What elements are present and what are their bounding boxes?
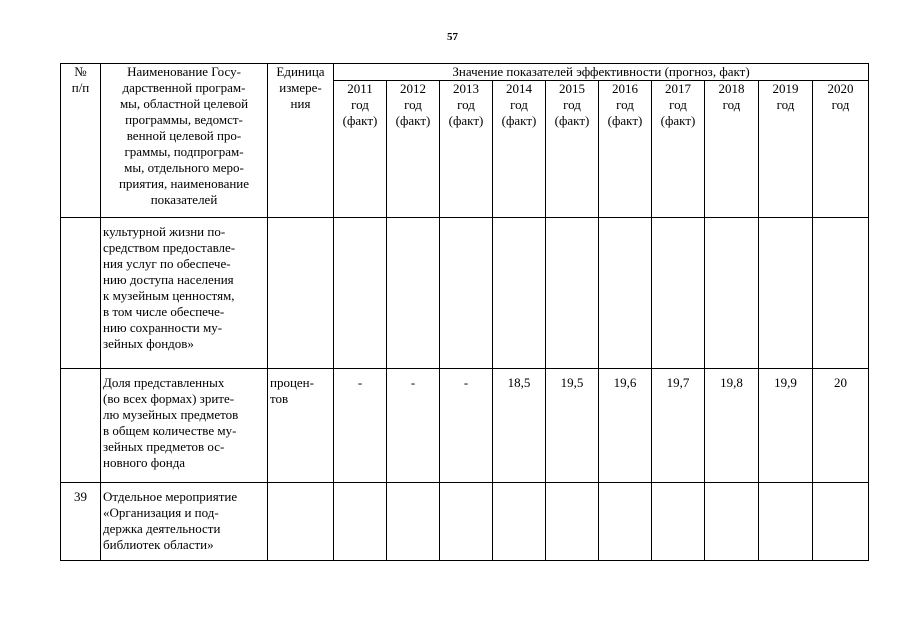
row-value: 19,7 [652,369,705,483]
header-year-2012 [387,81,440,218]
year-note: (факт) [501,113,537,128]
year-note: (факт) [554,113,590,128]
year-label: 2013 [453,81,479,96]
row-value [440,483,493,561]
header-name: Наименование Госу- дарственной програм- мы, областной целевой программы, ведомст- венной целевой про- граммы, подпрограм- мы, отдельного меро- приятия, наименование показателей [101,64,268,218]
year-note: (факт) [448,113,484,128]
row-value [493,218,546,369]
table-row [61,369,869,483]
header-year-2018 [705,81,759,218]
row-name: Отдельное мероприятие «Организация и под- держка деятельности библиотек области» [101,483,268,561]
year-note: (факт) [342,113,378,128]
year-label: 2012 [400,81,426,96]
year-note: (факт) [660,113,696,128]
row-value [334,218,387,369]
row-value [546,483,599,561]
row-unit: процен- тов [268,369,334,483]
row-value [387,218,440,369]
table-row [61,483,869,561]
row-value [334,483,387,561]
header-year-2011 [334,81,387,218]
year-note: (факт) [395,113,431,128]
year-word: год [831,97,850,112]
year-word: год [510,97,528,112]
indicators-table [60,63,869,561]
year-label: 2019 [772,81,799,96]
row-value: 19,6 [599,369,652,483]
row-value [813,218,869,369]
row-number [61,369,101,483]
row-value [705,483,759,561]
header-year-2017 [652,81,705,218]
year-word: год [669,97,687,112]
year-note: (факт) [607,113,643,128]
year-word: год [351,97,369,112]
header-year-2015 [546,81,599,218]
row-value: 19,9 [759,369,813,483]
row-unit [268,483,334,561]
table-row [61,218,869,369]
row-value [813,483,869,561]
row-value: - [387,369,440,483]
year-label: 2018 [718,81,745,96]
row-value [652,218,705,369]
row-value [440,218,493,369]
year-label: 2015 [559,81,585,96]
header-year-2016 [599,81,652,218]
row-value: 18,5 [493,369,546,483]
header-values-group: Значение показателей эффективности (прогноз, факт) [334,64,869,81]
header-year-2020 [813,81,869,218]
year-word: год [616,97,634,112]
row-value: - [440,369,493,483]
row-value [599,483,652,561]
year-label: 2011 [347,81,373,96]
row-number [61,218,101,369]
row-value: 19,8 [705,369,759,483]
header-unit: Единица измере- ния [268,64,334,218]
year-label: 2017 [665,81,691,96]
row-value [493,483,546,561]
row-value [599,218,652,369]
year-word: год [457,97,475,112]
header-number: № п/п [61,64,101,218]
row-value [705,218,759,369]
row-value [387,483,440,561]
header-year-2013 [440,81,493,218]
year-word: год [776,97,795,112]
header-year-2014 [493,81,546,218]
row-value [546,218,599,369]
year-word: год [722,97,741,112]
row-value [652,483,705,561]
year-label: 2020 [827,81,854,96]
header-year-2019 [759,81,813,218]
row-value [759,483,813,561]
row-value: - [334,369,387,483]
row-number: 39 [61,483,101,561]
row-unit [268,218,334,369]
row-value [759,218,813,369]
year-label: 2016 [612,81,638,96]
year-word: год [404,97,422,112]
page-number: 57 [447,31,458,43]
year-word: год [563,97,581,112]
row-name: Доля представленных (во всех формах) зрите- лю музейных предметов в общем количестве му- зейных предметов ос- новного фонда [101,369,268,483]
year-label: 2014 [506,81,532,96]
row-value: 19,5 [546,369,599,483]
row-name: культурной жизни по- средством предоставле- ния услуг по обеспече- нию доступа населения к музейным ценностям, в том числе обеспече- нию сохранности му- зейных фондов» [101,218,268,369]
row-value: 20 [813,369,869,483]
